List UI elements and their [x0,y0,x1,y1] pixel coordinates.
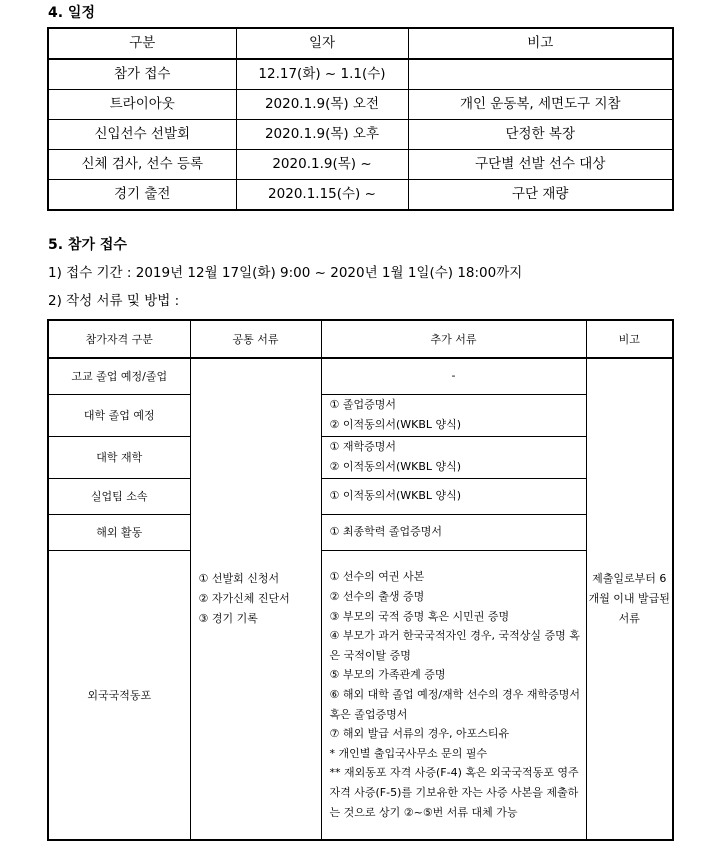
doc-item: ① 선수의 여권 사본 [329,570,425,584]
table-header-row [48,28,673,59]
header-note: 비고 [408,28,673,59]
header-common-docs: 공통 서류 [190,320,321,358]
table-row [48,436,673,478]
table-row [48,120,673,150]
additional-docs-cell: ① 이적동의서(WKBL 양식) [321,478,586,514]
reception-period: 1) 접수 기간 : 2019년 12월 17일(화) 9:00 ~ 2020년 1월 1일(수) 18:00까지 [48,265,523,281]
category-cell: 대학 재학 [48,436,190,478]
documents-heading: 2) 작성 서류 및 방법 : [48,293,180,309]
schedule-date: 2020.1.15(수) ~ [236,180,408,211]
table-row [48,90,673,120]
table-row [48,514,673,550]
doc-item: ⑦ 해외 발급 서류의 경우, 아포스티유 [329,727,510,741]
table-header-row [48,320,673,358]
section-4-title: 4. 일정 [48,5,95,21]
additional-docs-cell [321,394,586,436]
table-row [48,59,673,90]
header-date: 일자 [236,28,408,59]
doc-item: ② 이적동의서(WKBL 양식) [329,418,462,431]
category-cell: 해외 활동 [48,514,190,550]
schedule-category: 신입선수 선발회 [48,120,236,150]
category-cell: 실업팀 소속 [48,478,190,514]
common-doc-item: ① 선발회 신청서 [198,572,280,585]
table-row [48,550,673,840]
common-doc-item: ③ 경기 기록 [198,612,258,625]
category-cell: 고교 졸업 예정/졸업 [48,358,190,394]
category-cell: 외국국적동포 [48,550,190,840]
schedule-table [47,27,674,211]
doc-item: ① 재학증명서 [329,440,396,454]
common-docs-cell [190,358,321,840]
common-doc-item: ② 자가신체 진단서 [198,592,290,605]
schedule-category: 경기 출전 [48,180,236,211]
table-row [48,358,673,394]
additional-docs-cell: - [321,358,586,394]
table-row [48,150,673,180]
section-5-title: 5. 참가 접수 [48,237,127,253]
schedule-date: 2020.1.9(목) 오전 [236,90,408,120]
additional-docs-cell [321,550,586,840]
header-additional-docs: 추가 서류 [321,320,586,358]
category-cell: 대학 졸업 예정 [48,394,190,436]
schedule-note: 단정한 복장 [408,120,673,150]
doc-item: ② 이적동의서(WKBL 양식) [329,460,462,473]
doc-item: ③ 부모의 국적 증명 혹은 시민권 증명 [329,609,510,623]
header-eligibility: 참가자격 구분 [48,320,190,358]
doc-item: ⑥ 해외 대학 졸업 예정/재학 선수의 경우 재학증명서 혹은 졸업증명서 [329,687,581,721]
schedule-note [408,59,673,90]
table-row [48,180,673,211]
doc-item: ⑤ 부모의 가족관계 증명 [329,668,446,682]
header-category: 구분 [48,28,236,59]
schedule-date: 2020.1.9(목) 오후 [236,120,408,150]
additional-docs-cell: ① 최종학력 졸업증명서 [321,514,586,550]
documents-table [47,319,674,841]
schedule-date: 2020.1.9(목) ~ [236,150,408,180]
table-row [48,394,673,436]
schedule-category: 신체 검사, 선수 등록 [48,150,236,180]
table-row [48,478,673,514]
schedule-note: 구단 재량 [408,180,673,211]
schedule-category: 트라이아웃 [48,90,236,120]
doc-item: ① 졸업증명서 [329,398,396,412]
header-note: 비고 [586,320,673,358]
schedule-note: 개인 운동복, 세면도구 지참 [408,90,673,120]
doc-item: ② 선수의 출생 증명 [329,589,425,603]
doc-item: ** 재외동포 자격 사증(F-4) 혹은 외국국적동포 영주자격 사증(F-5)를 기보유한 자는 사증 사본을 제출하는 것으로 상기 ②~⑤번 서류 대체 가능 [329,766,579,819]
doc-item: * 개인별 출입국사무소 문의 필수 [329,746,488,760]
note-cell: 제출일로부터 6개월 이내 발급된 서류 [586,358,673,840]
doc-item: ④ 부모가 과거 한국국적자인 경우, 국적상실 증명 혹은 국적이탈 증명 [329,629,580,662]
schedule-date: 12.17(화) ~ 1.1(수) [236,59,408,90]
schedule-category: 참가 접수 [48,59,236,90]
schedule-note: 구단별 선발 선수 대상 [408,150,673,180]
additional-docs-cell [321,436,586,478]
